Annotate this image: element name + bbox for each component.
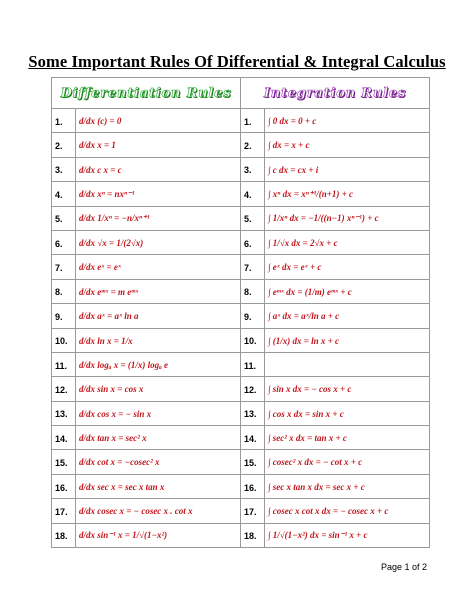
- integration-formula: ∫ dx = x + c: [268, 140, 310, 151]
- differentiation-rule-number-cell: [52, 426, 76, 450]
- integration-rule-number: 11.: [244, 360, 257, 371]
- table-row: [52, 474, 430, 498]
- integration-formula-cell: [265, 474, 430, 498]
- differentiation-rule-number: 16.: [55, 482, 68, 493]
- differentiation-rule-number-cell: [52, 352, 76, 376]
- differentiation-formula-cell: [76, 426, 241, 450]
- differentiation-formula: d/dx 1/xⁿ = −n/xⁿ⁺¹: [79, 213, 150, 224]
- differentiation-formula: d/dx tan x = sec² x: [79, 433, 147, 444]
- integration-rule-number-cell: [241, 206, 265, 230]
- differentiation-rule-number-cell: [52, 377, 76, 401]
- differentiation-formula-cell: [76, 450, 241, 474]
- integration-rule-number: 18.: [244, 531, 257, 542]
- integration-rule-number: 3.: [244, 165, 252, 176]
- table-row: [52, 352, 430, 376]
- page-title: Some Important Rules Of Differential & Integral Calculus: [28, 52, 446, 71]
- differentiation-rule-number-cell: [52, 304, 76, 328]
- differentiation-rule-number: 7.: [55, 263, 63, 274]
- differentiation-rule-number-cell: [52, 523, 76, 547]
- differentiation-formula-cell: [76, 206, 241, 230]
- differentiation-formula: d/dx sin⁻¹ x = 1/√(1−x²): [79, 530, 168, 541]
- differentiation-formula: d/dx xⁿ = nxⁿ⁻¹: [79, 188, 135, 199]
- integration-rule-number-cell: [241, 182, 265, 206]
- integration-rule-number: 7.: [244, 263, 252, 274]
- differentiation-header-cell: [52, 78, 241, 109]
- integration-rule-number: 4.: [244, 189, 252, 200]
- differentiation-formula-cell: [76, 474, 241, 498]
- differentiation-formula: d/dx cot x = −cosec² x: [79, 457, 160, 468]
- differentiation-rule-number: 11.: [55, 360, 68, 371]
- integration-formula-cell: [265, 230, 430, 254]
- integration-formula-cell: [265, 133, 430, 157]
- differentiation-formula: d/dx logₐ x = (1/x) logₐ e: [79, 359, 169, 370]
- differentiation-rules-heading: Differentiation Rules: [60, 86, 232, 101]
- integration-formula-cell: [265, 352, 430, 376]
- differentiation-rule-number-cell: [52, 133, 76, 157]
- table-header-row: [52, 78, 430, 109]
- table-row: [52, 109, 430, 133]
- differentiation-formula: d/dx x = 1: [79, 140, 116, 151]
- differentiation-rule-number: 8.: [55, 287, 63, 298]
- integration-rule-number-cell: [241, 255, 265, 279]
- differentiation-rule-number-cell: [52, 206, 76, 230]
- differentiation-formula: d/dx eᵐˣ = m eᵐˣ: [79, 286, 139, 297]
- differentiation-rule-number: 10.: [55, 336, 68, 347]
- integration-rule-number-cell: [241, 401, 265, 425]
- differentiation-rule-number-cell: [52, 157, 76, 181]
- integration-formula: ∫ cosec x cot x dx = − cosec x + c: [268, 506, 389, 517]
- differentiation-rule-number: 2.: [55, 141, 63, 152]
- integration-rule-number: 12.: [244, 384, 257, 395]
- differentiation-rule-number-cell: [52, 474, 76, 498]
- table-row: [52, 133, 430, 157]
- table-row: [52, 450, 430, 474]
- differentiation-formula: d/dx (c) = 0: [79, 116, 122, 127]
- differentiation-formula: d/dx eˣ = eˣ: [79, 262, 121, 273]
- integration-formula-cell: [265, 206, 430, 230]
- table-row: [52, 523, 430, 547]
- integration-rule-number: 14.: [244, 433, 257, 444]
- integration-rule-number-cell: [241, 499, 265, 523]
- integration-rule-number-cell: [241, 230, 265, 254]
- integration-formula-cell: [265, 499, 430, 523]
- integration-rule-number-cell: [241, 474, 265, 498]
- integration-formula: ∫ (1/x) dx = ln x + c: [268, 335, 339, 346]
- integration-rule-number: 17.: [244, 506, 257, 517]
- table-row: [52, 182, 430, 206]
- integration-rule-number-cell: [241, 304, 265, 328]
- differentiation-formula-cell: [76, 255, 241, 279]
- integration-formula: ∫ eᵐˣ dx = (1/m) eᵐˣ + c: [268, 286, 352, 297]
- integration-rule-number: 2.: [244, 141, 252, 152]
- integration-formula: ∫ 0 dx = 0 + c: [268, 116, 317, 127]
- integration-rule-number: 13.: [244, 409, 257, 420]
- integration-formula: ∫ 1/√(1−x²) dx = sin⁻¹ x + c: [268, 530, 368, 541]
- integration-rule-number: 15.: [244, 458, 257, 469]
- page-number: Page 1 of 2: [381, 562, 428, 572]
- integration-formula: ∫ 1/xⁿ dx = −1/((n−1) xⁿ⁻¹) + c: [268, 213, 379, 224]
- differentiation-formula-cell: [76, 352, 241, 376]
- integration-rule-number-cell: [241, 450, 265, 474]
- integration-formula-cell: [265, 279, 430, 303]
- integration-rule-number-cell: [241, 328, 265, 352]
- integration-formula-cell: [265, 182, 430, 206]
- differentiation-rule-number-cell: [52, 182, 76, 206]
- differentiation-rule-number: 1.: [55, 116, 63, 127]
- integration-formula: ∫ sec² x dx = tan x + c: [268, 433, 347, 444]
- differentiation-formula: d/dx cos x = − sin x: [79, 408, 152, 419]
- integration-formula-cell: [265, 255, 430, 279]
- integration-formula-cell: [265, 523, 430, 547]
- differentiation-rule-number: 6.: [55, 238, 63, 249]
- integration-formula: ∫ 1/√x dx = 2√x + c: [268, 237, 338, 248]
- differentiation-rule-number: 5.: [55, 214, 63, 225]
- table-row: [52, 499, 430, 523]
- integration-formula-cell: [265, 377, 430, 401]
- table-row: [52, 426, 430, 450]
- differentiation-formula-cell: [76, 182, 241, 206]
- integration-rule-number: 16.: [244, 482, 257, 493]
- integration-formula: ∫ cos x dx = sin x + c: [268, 408, 344, 419]
- integration-formula-cell: [265, 304, 430, 328]
- integration-rule-number: 10.: [244, 336, 257, 347]
- differentiation-formula: d/dx √x = 1/(2√x): [79, 237, 144, 248]
- differentiation-rule-number: 15.: [55, 458, 68, 469]
- table-row: [52, 157, 430, 181]
- integration-rule-number: 1.: [244, 116, 252, 127]
- differentiation-rule-number: 9.: [55, 311, 63, 322]
- table-row: [52, 328, 430, 352]
- table-row: [52, 206, 430, 230]
- differentiation-rule-number: 4.: [55, 189, 63, 200]
- integration-rule-number-cell: [241, 426, 265, 450]
- differentiation-rule-number-cell: [52, 230, 76, 254]
- integration-formula: ∫ cosec² x dx = − cot x + c: [268, 457, 363, 468]
- differentiation-rule-number-cell: [52, 279, 76, 303]
- table-row: [52, 255, 430, 279]
- integration-formula: ∫ sin x dx = − cos x + c: [268, 384, 352, 395]
- integration-rule-number-cell: [241, 157, 265, 181]
- table-row: [52, 279, 430, 303]
- differentiation-formula: d/dx cosec x = − cosec x . cot x: [79, 506, 193, 517]
- integration-rule-number-cell: [241, 377, 265, 401]
- integration-formula: ∫ xⁿ dx = xⁿ⁺¹/(n+1) + c: [268, 188, 354, 199]
- table-row: [52, 304, 430, 328]
- integration-rule-number-cell: [241, 279, 265, 303]
- integration-rule-number-cell: [241, 523, 265, 547]
- integration-formula-cell: [265, 328, 430, 352]
- differentiation-formula-cell: [76, 401, 241, 425]
- integration-formula-cell: [265, 109, 430, 133]
- differentiation-formula-cell: [76, 133, 241, 157]
- differentiation-formula: d/dx ln x = 1/x: [79, 335, 133, 346]
- differentiation-formula: d/dx c x = c: [79, 164, 122, 175]
- differentiation-formula: d/dx aˣ = aˣ ln a: [79, 311, 139, 322]
- differentiation-rule-number-cell: [52, 109, 76, 133]
- differentiation-rule-number: 3.: [55, 165, 63, 176]
- integration-formula: ∫ sec x tan x dx = sec x + c: [268, 481, 365, 492]
- differentiation-rule-number-cell: [52, 328, 76, 352]
- differentiation-rule-number: 17.: [55, 506, 68, 517]
- integration-rule-number: 5.: [244, 214, 252, 225]
- integration-rule-number: 6.: [244, 238, 252, 249]
- differentiation-formula-cell: [76, 377, 241, 401]
- differentiation-formula-cell: [76, 499, 241, 523]
- differentiation-rule-number-cell: [52, 499, 76, 523]
- differentiation-formula-cell: [76, 157, 241, 181]
- integration-rule-number: 9.: [244, 311, 252, 322]
- differentiation-rule-number: 14.: [55, 433, 68, 444]
- table-row: [52, 401, 430, 425]
- table-row: [52, 377, 430, 401]
- differentiation-rule-number: 12.: [55, 384, 68, 395]
- rules-table: [51, 77, 430, 548]
- differentiation-formula-cell: [76, 304, 241, 328]
- integration-rule-number-cell: [241, 109, 265, 133]
- differentiation-rule-number: 13.: [55, 409, 68, 420]
- integration-formula-cell: [265, 401, 430, 425]
- differentiation-formula-cell: [76, 109, 241, 133]
- integration-formula: ∫ eˣ dx = eˣ + c: [268, 262, 322, 273]
- differentiation-formula-cell: [76, 328, 241, 352]
- differentiation-rule-number-cell: [52, 255, 76, 279]
- integration-formula-cell: [265, 157, 430, 181]
- integration-formula: ∫ aˣ dx = aˣ/ln a + c: [268, 311, 340, 322]
- differentiation-rule-number-cell: [52, 450, 76, 474]
- integration-rules-heading: Integration Rules: [263, 86, 407, 101]
- integration-rule-number-cell: [241, 133, 265, 157]
- integration-formula: ∫ c dx = cx + i: [268, 164, 319, 175]
- integration-formula-cell: [265, 426, 430, 450]
- differentiation-rule-number-cell: [52, 401, 76, 425]
- differentiation-formula-cell: [76, 523, 241, 547]
- differentiation-rule-number: 18.: [55, 531, 68, 542]
- integration-rule-number: 8.: [244, 287, 252, 298]
- integration-header-cell: [241, 78, 430, 109]
- integration-formula-cell: [265, 450, 430, 474]
- integration-rule-number-cell: [241, 352, 265, 376]
- differentiation-formula: d/dx sin x = cos x: [79, 384, 144, 395]
- table-row: [52, 230, 430, 254]
- differentiation-formula-cell: [76, 279, 241, 303]
- differentiation-formula-cell: [76, 230, 241, 254]
- differentiation-formula: d/dx sec x = sec x tan x: [79, 481, 165, 492]
